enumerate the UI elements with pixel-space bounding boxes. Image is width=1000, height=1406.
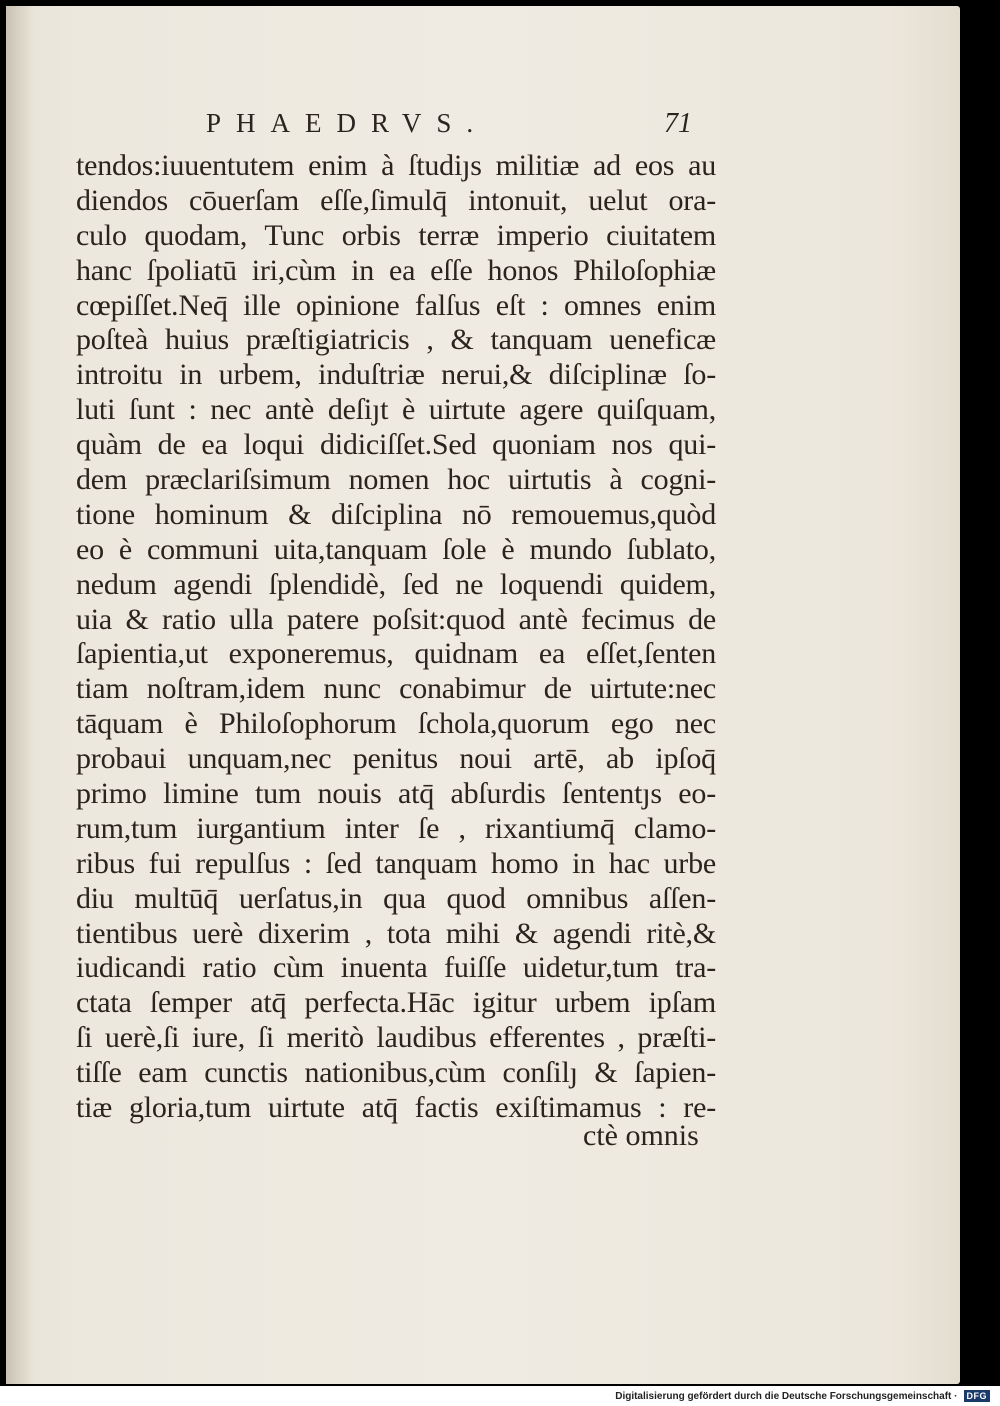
text-line: diendos cōuerſam eſſe,ſimulq̄ intonuit, uelut ora-: [76, 183, 716, 217]
text-line: poſteà huius præſtigiatricis , & tanquam ueneficæ: [76, 323, 716, 357]
text-line: nedum agendi ſplendidè, ſed ne loquendi quidem,: [76, 567, 716, 601]
text-line: introitu in urbem, induſtriæ nerui,& diſciplinæ ſo-: [76, 358, 716, 392]
catchword: ctè omnis: [583, 1119, 699, 1152]
text-line: eo è communi uita,tanquam ſole è mundo ſublato,: [76, 532, 716, 566]
text-line: tientibus uerè dixerim , tota mihi & agendi ritè,&: [76, 916, 716, 950]
text-line: ribus fui repulſus : ſed tanquam homo in hac urbe: [76, 846, 716, 880]
text-line: ctata ſemper atq̄ perfecta.Hāc igitur urbem ipſam: [76, 986, 716, 1020]
text-line: rum,tum iurgantium inter ſe , rixantiumq̄ clamo-: [76, 811, 716, 845]
text-line: tiſſe eam cunctis nationibus,cùm conſilȷ & ſapien-: [76, 1056, 716, 1090]
text-line: uia & ratio ulla patere poſsit:quod antè fecimus de: [76, 602, 716, 636]
text-line: probaui unquam,nec penitus noui artē, ab ipſoq̄: [76, 742, 716, 776]
text-line: tendos:iuuentutem enim à ſtudiȷs militiæ ad eos au: [76, 149, 716, 182]
text-line: culo quodam, Tunc orbis terræ imperio ciuitatem: [76, 218, 716, 252]
text-line: ſapientia,ut exponeremus, quidnam ea eſſet,ſenten: [76, 637, 716, 671]
text-line: dem præclariſsimum nomen hoc uirtutis à cogni-: [76, 463, 716, 497]
text-line: diu multūq̄ uerſatus,in qua quod omnibus aſſen-: [76, 881, 716, 915]
text-line: tiæ gloria,tum uirtute atq̄ factis exiſtimamus : re-: [76, 1091, 716, 1125]
page-number: 71: [664, 108, 692, 139]
text-line: hanc ſpoliatū iri,cùm in ea eſſe honos Philoſophiæ: [76, 253, 716, 287]
credit-text: Digitalisierung gefördert durch die Deutsche Forschungsgemeinschaft ·: [615, 1390, 958, 1402]
text-line: ſi uerè,ſi iure, ſi meritò laudibus efferentes , præſti-: [76, 1021, 716, 1055]
text-line: primo limine tum nouis atq̄ abſurdis ſententȷs eo-: [76, 777, 716, 811]
running-title: PHAEDRVS.: [206, 108, 489, 138]
dfg-logo-icon: DFG: [964, 1390, 991, 1402]
body-text: [76, 149, 716, 1126]
book-page: [6, 6, 960, 1384]
text-line: cœpiſſet.Neq̄ ille opinione falſus eſt : omnes enim: [76, 288, 716, 322]
digitization-credit-bar: [0, 1386, 1000, 1406]
text-line: tāquam è Philoſophorum ſchola,quorum ego nec: [76, 707, 716, 741]
text-line: quàm de ea loqui didiciſſet.Sed quoniam nos qui-: [76, 428, 716, 462]
text-line: luti ſunt : nec antè deſiȷt è uirtute agere quiſquam,: [76, 393, 716, 427]
text-line: tiam noſtram,idem nunc conabimur de uirtute:nec: [76, 672, 716, 706]
text-line: iudicandi ratio cùm inuenta fuiſſe uidetur,tum tra-: [76, 951, 716, 985]
text-line: tione hominum & diſciplina nō remouemus,quòd: [76, 497, 716, 531]
